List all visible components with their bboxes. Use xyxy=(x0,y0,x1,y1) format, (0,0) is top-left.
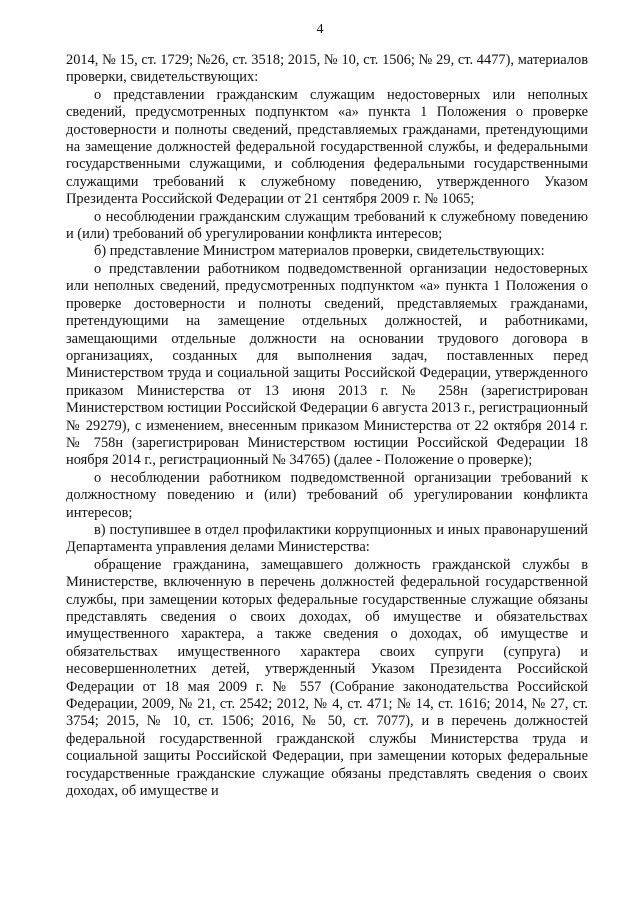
paragraph-continuation: 2014, № 15, ст. 1729; №26, ст. 3518; 2015, № 10, ст. 1506; № 29, ст. 4477), материалов проверки, свидетельствующих: xyxy=(66,52,588,86)
page-number: 4 xyxy=(316,22,324,37)
document-body xyxy=(66,52,588,800)
paragraph-item-false-info-employee: о представлении работником подведомственной организации недостоверных или неполных сведений, предусмотренных подпунктом «а» пункта 1 Положения о проверке достоверности и полноты сведений, представляемых гражданами, претендующими на замещение отдельных должностей, и работниками, замещающими отдельные должности на основании трудового договора в организациях, созданных для выполнения задач, поставленных перед Министерством труда и социальной защиты Российской Федерации, утвержденного приказом Министерства от 13 июня 2013 г. № 258н (зарегистрирован Министерством юстиции Российской Федерации 6 августа 2013 г., регистрационный № 29279), с изменением, внесенным приказом Министерства от 22 октября 2014 г. № 758н (зарегистрирован Министерством юстиции Российской Федерации 18 ноября 2014 г., регистрационный № 34765) (далее - Положение о проверке); xyxy=(66,260,588,469)
paragraph-item-noncompliance-civil-servant: о несоблюдении гражданским служащим требований к служебному поведению и (или) требований об урегулировании конфликта интересов; xyxy=(66,208,588,243)
paragraph-item-false-info-civil-servant: о представлении гражданским служащим недостоверных или неполных сведений, предусмотренных подпунктом «а» пункта 1 Положения о проверке достоверности и полноты сведений, представляемых гражданами, претендующими на замещение должностей федеральной государственной службы, и федеральными государственными служащими, и соблюдения федеральными государственными служащими требований к служебному поведению, утвержденного Указом Президента Российской Федерации от 21 сентября 2009 г. № 1065; xyxy=(66,86,588,208)
paragraph-item-citizen-appeal: обращение гражданина, замещавшего должность гражданской службы в Министерстве, включенную в перечень должностей федеральной государственной службы, при замещении которых федеральные государственные служащие обязаны представлять сведения о своих доходах, об имуществе и обязательствах имущественного характера, а также сведения о доходах, об имуществе и обязательствах имущественного характера своих супруги (супруга) и несовершеннолетних детей, утвержденный Указом Президента Российской Федерации от 18 мая 2009 г. № 557 (Собрание законодательства Российской Федерации, 2009, № 21, ст. 2542; 2012, № 4, ст. 471; № 14, ст. 1616; 2014, № 27, ст. 3754; 2015, № 10, ст. 1506; 2016, № 50, ст. 7077), и в перечень должностей федеральной государственной гражданской службы Министерства труда и социальной защиты Российской Федерации, при замещении которых федеральные государственные гражданские служащие обязаны представлять сведения о своих доходах, об имуществе и xyxy=(66,556,588,800)
paragraph-item-noncompliance-employee: о несоблюдении работником подведомственной организации требований к должностному поведению и (или) требований об урегулировании конфликта интересов; xyxy=(66,469,588,521)
paragraph-item-b: б) представление Министром материалов проверки, свидетельствующих: xyxy=(94,243,545,260)
paragraph-item-v: в) поступившее в отдел профилактики коррупционных и иных правонарушений Департамента управления делами Министерства: xyxy=(66,521,588,556)
